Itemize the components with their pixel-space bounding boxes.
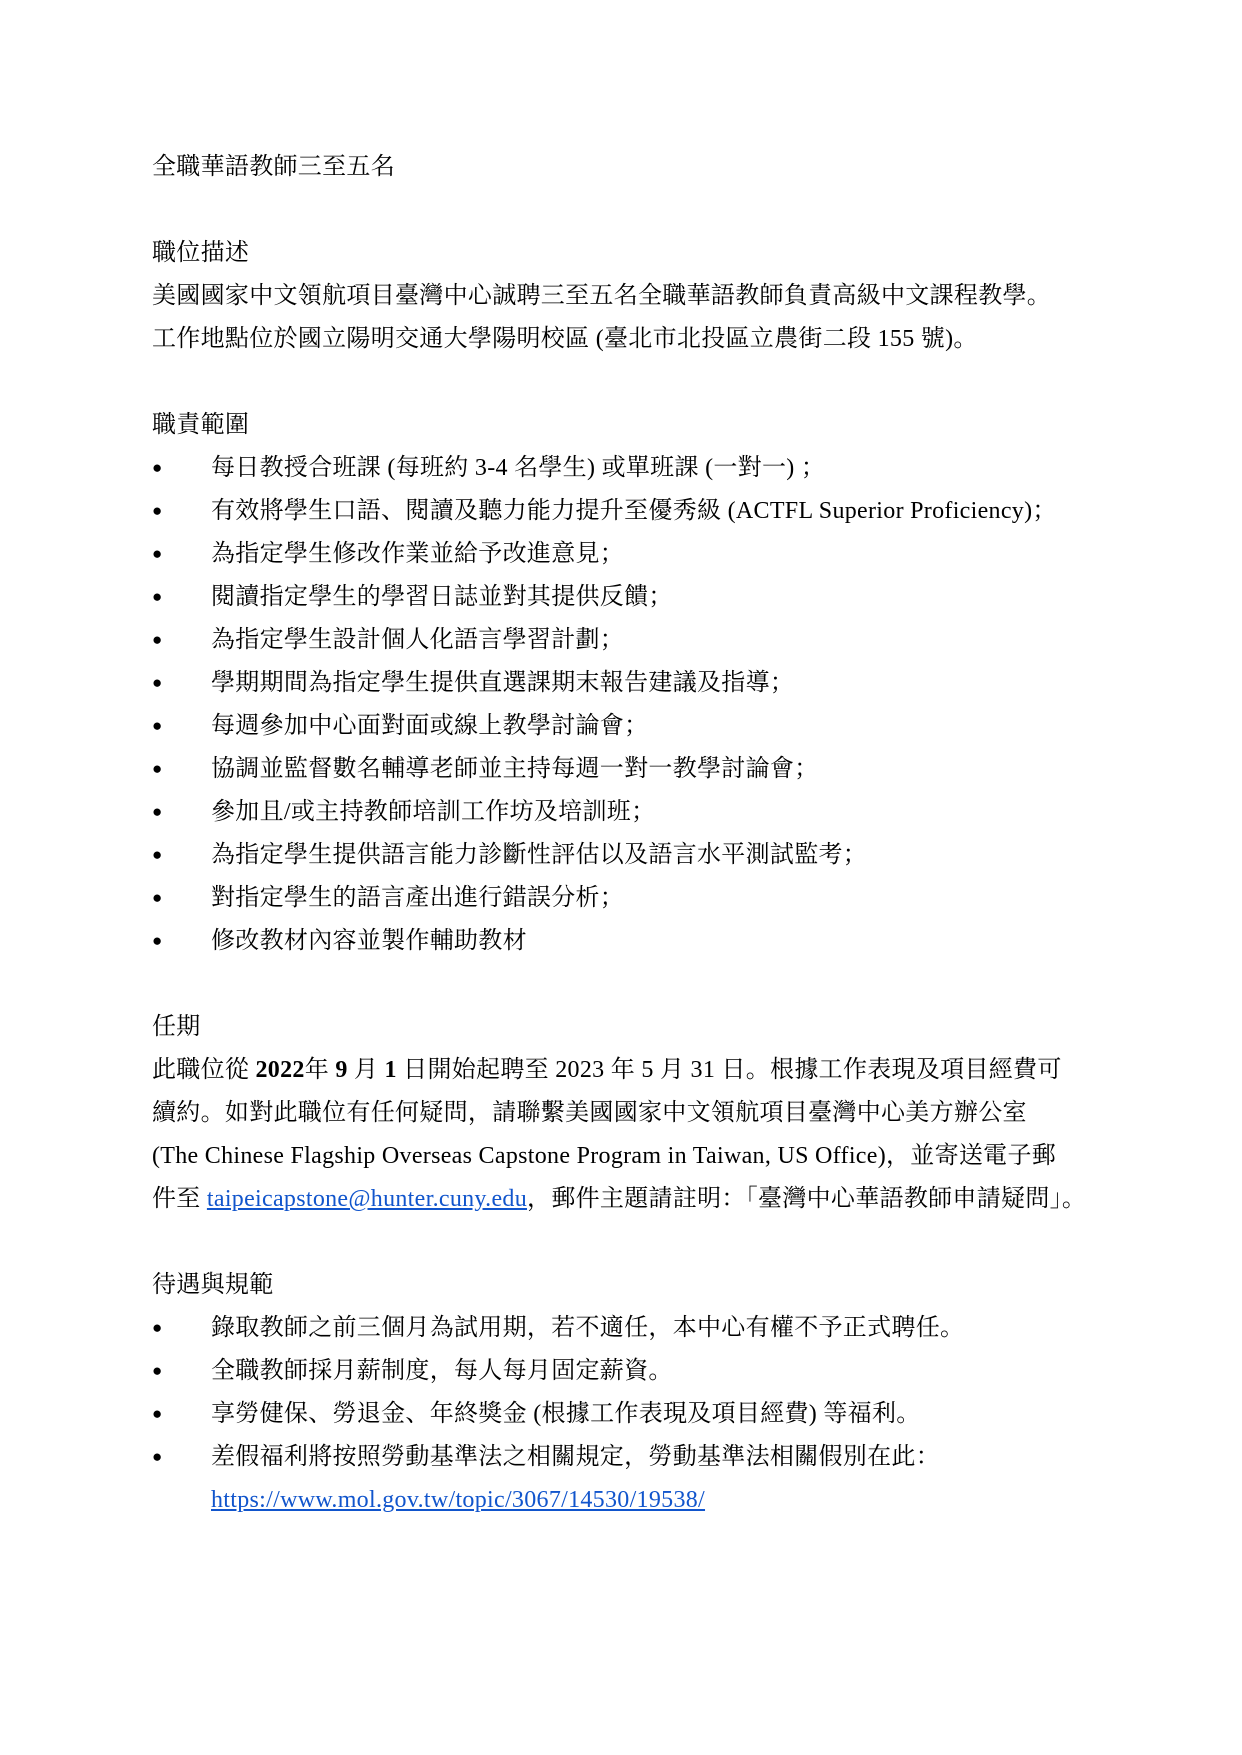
bullet-icon: ● xyxy=(152,1361,163,1380)
term-line-2: 續約。如對此職位有任何疑問，請聯繫美國國家中文領航項目臺灣中心美方辦公室 xyxy=(152,1100,1027,1126)
duty-item: 參加且/或主持教師培訓工作坊及培訓班； xyxy=(211,799,656,825)
term-line-3: (The Chinese Flagship Overseas Capstone Program in Taiwan, US Office)，並寄送電子郵 xyxy=(152,1143,1057,1169)
description-line-1: 美國國家中文領航項目臺灣中心誠聘三至五名全職華語教師負責高級中文課程教學。 xyxy=(152,283,1052,309)
term-text: ，郵件主題請註明：「臺灣中心華語教師申請疑問」。 xyxy=(527,1186,1087,1212)
benefit-item: 錄取教師之前三個月為試用期，若不適任，本中心有權不予正式聘任。 xyxy=(211,1315,965,1341)
benefit-item: 全職教師採月薪制度，每人每月固定薪資。 xyxy=(211,1358,673,1384)
benefits-heading: 待遇與規範 xyxy=(152,1272,274,1298)
bullet-icon: ● xyxy=(152,845,163,864)
term-text: 此職位從 xyxy=(152,1057,256,1083)
duty-item: 修改教材內容並製作輔助教材 xyxy=(211,928,527,954)
duty-item: 有效將學生口語、閱讀及聽力能力提升至優秀級 (ACTFL Superior Proficiency)； xyxy=(211,498,1057,524)
term-text: 件至 xyxy=(152,1186,207,1212)
bullet-icon: ● xyxy=(152,931,163,950)
bullet-icon: ● xyxy=(152,888,163,907)
bullet-icon: ● xyxy=(152,1404,163,1423)
duty-item: 為指定學生設計個人化語言學習計劃； xyxy=(211,627,625,653)
bullet-icon: ● xyxy=(152,759,163,778)
duties-heading: 職責範圍 xyxy=(152,412,250,438)
description-heading: 職位描述 xyxy=(152,240,250,266)
job-title: 全職華語教師三至五名 xyxy=(152,154,395,180)
duty-item: 閱讀指定學生的學習日誌並對其提供反饋； xyxy=(211,584,673,610)
duty-item: 每週參加中心面對面或線上教學討論會； xyxy=(211,713,649,739)
bullet-icon: ● xyxy=(152,716,163,735)
email-link[interactable]: taipeicapstone@hunter.cuny.edu xyxy=(206,1186,528,1212)
term-start-month: 9 xyxy=(335,1057,348,1083)
duty-item: 協調並監督數名輔導老師並主持每週一對一教學討論會； xyxy=(211,756,819,782)
term-line-1 xyxy=(152,1055,1062,1085)
duty-item: 對指定學生的語言產出進行錯誤分析； xyxy=(211,885,625,911)
duty-item: 為指定學生修改作業並給予改進意見； xyxy=(211,541,625,567)
labor-law-link[interactable]: https://www.mol.gov.tw/topic/3067/14530/19538/ xyxy=(211,1487,706,1513)
duty-item: 每日教授合班課 (每班約 3-4 名學生) 或單班課 (一對一) ； xyxy=(211,455,826,481)
term-line-4 xyxy=(152,1184,1086,1214)
term-text: 日開始起聘至 2023 年 5 月 31 日。根據工作表現及項目經費可 xyxy=(396,1057,1062,1083)
term-start-year: 2022 xyxy=(255,1057,305,1083)
bullet-icon: ● xyxy=(152,630,163,649)
duty-item: 學期期間為指定學生提供直選課期末報告建議及指導； xyxy=(211,670,795,696)
duty-item: 為指定學生提供語言能力診斷性評估以及語言水平測試監考； xyxy=(211,842,868,868)
benefit-item: 差假福利將按照勞動基準法之相關規定，勞動基準法相關假別在此： xyxy=(211,1444,940,1470)
benefit-item: 享勞健保、勞退金、年終獎金 (根據工作表現及項目經費) 等福利。 xyxy=(211,1401,921,1427)
bullet-icon: ● xyxy=(152,673,163,692)
term-text: 年 xyxy=(304,1057,336,1083)
bullet-icon: ● xyxy=(152,802,163,821)
term-start-day: 1 xyxy=(384,1057,397,1083)
term-heading: 任期 xyxy=(152,1014,201,1040)
description-line-2: 工作地點位於國立陽明交通大學陽明校區 (臺北市北投區立農街二段 155 號)。 xyxy=(152,326,978,352)
bullet-icon: ● xyxy=(152,544,163,563)
bullet-icon: ● xyxy=(152,458,163,477)
term-text: 月 xyxy=(347,1057,385,1083)
bullet-icon: ● xyxy=(152,1318,163,1337)
bullet-icon: ● xyxy=(152,501,163,520)
bullet-icon: ● xyxy=(152,1447,163,1466)
bullet-icon: ● xyxy=(152,587,163,606)
